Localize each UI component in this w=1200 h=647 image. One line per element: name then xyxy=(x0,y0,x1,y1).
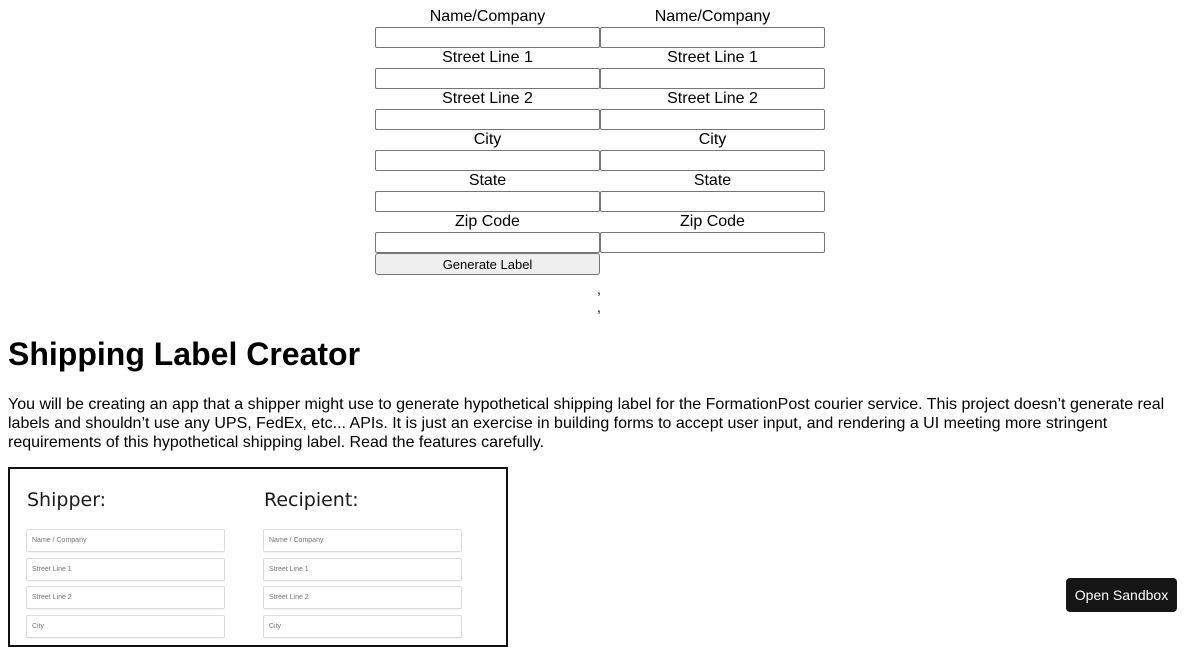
label-output-line: , xyxy=(597,299,601,315)
shipper-street1-input[interactable] xyxy=(375,68,600,89)
example-screenshot xyxy=(8,467,508,647)
page-title: Shipping Label Creator xyxy=(8,336,361,372)
recipient-street1-label: Street Line 1 xyxy=(667,49,758,66)
shipper-street2-label: Street Line 2 xyxy=(442,90,533,107)
preview-shipper-street1-field: Street Line 1 xyxy=(26,558,225,581)
preview-shipper-name-field: Name / Company xyxy=(26,529,225,552)
shipper-street2-input[interactable] xyxy=(375,109,600,130)
preview-recipient-city-field: City xyxy=(263,615,462,638)
shipper-name-input[interactable] xyxy=(375,27,600,48)
shipper-street1-label: Street Line 1 xyxy=(442,49,533,66)
shipper-zip-label: Zip Code xyxy=(455,213,520,230)
preview-recipient-name-field: Name / Company xyxy=(263,529,462,552)
shipper-state-label: State xyxy=(468,172,507,189)
preview-recipient-street2-field: Street Line 2 xyxy=(263,586,462,609)
shipper-city-input[interactable] xyxy=(375,150,600,171)
shipper-zip-input[interactable] xyxy=(375,232,600,253)
shipper-state-input[interactable] xyxy=(375,191,600,212)
recipient-city-input[interactable] xyxy=(600,150,825,171)
recipient-city-label: City xyxy=(698,131,727,148)
shipper-city-label: City xyxy=(473,131,502,148)
recipient-name-label: Name/Company xyxy=(654,8,771,25)
label-output-line: , xyxy=(597,281,601,297)
recipient-zip-input[interactable] xyxy=(600,232,825,253)
preview-recipient-street1-field: Street Line 1 xyxy=(263,558,462,581)
recipient-zip-label: Zip Code xyxy=(680,213,745,230)
preview-recipient-heading: Recipient: xyxy=(264,489,359,511)
shipper-name-label: Name/Company xyxy=(429,8,546,25)
preview-shipper-street2-field: Street Line 2 xyxy=(26,586,225,609)
recipient-state-input[interactable] xyxy=(600,191,825,212)
recipient-column xyxy=(600,7,825,275)
preview-shipper-city-field: City xyxy=(26,615,225,638)
shipping-form xyxy=(375,7,825,275)
recipient-street1-input[interactable] xyxy=(600,68,825,89)
recipient-name-input[interactable] xyxy=(600,27,825,48)
shipper-column xyxy=(375,7,600,275)
open-sandbox-button[interactable]: Open Sandbox xyxy=(1066,578,1177,612)
recipient-street2-input[interactable] xyxy=(600,109,825,130)
generate-label-button[interactable]: Generate Label xyxy=(375,253,600,275)
recipient-state-label: State xyxy=(693,172,732,189)
page-description: You will be creating an app that a shipper might use to generate hypothetical shipping label for the FormationPost courier service. This project doesn’t generate real labels and shouldn’t use any UPS, FedEx, etc... APIs. It is just an exercise in building forms to accept user input, and rendering a UI meeting more stringent requirements of this hypothetical shipping label. Read the features carefully. xyxy=(8,396,1165,451)
preview-shipper-heading: Shipper: xyxy=(27,489,107,511)
recipient-street2-label: Street Line 2 xyxy=(667,90,758,107)
